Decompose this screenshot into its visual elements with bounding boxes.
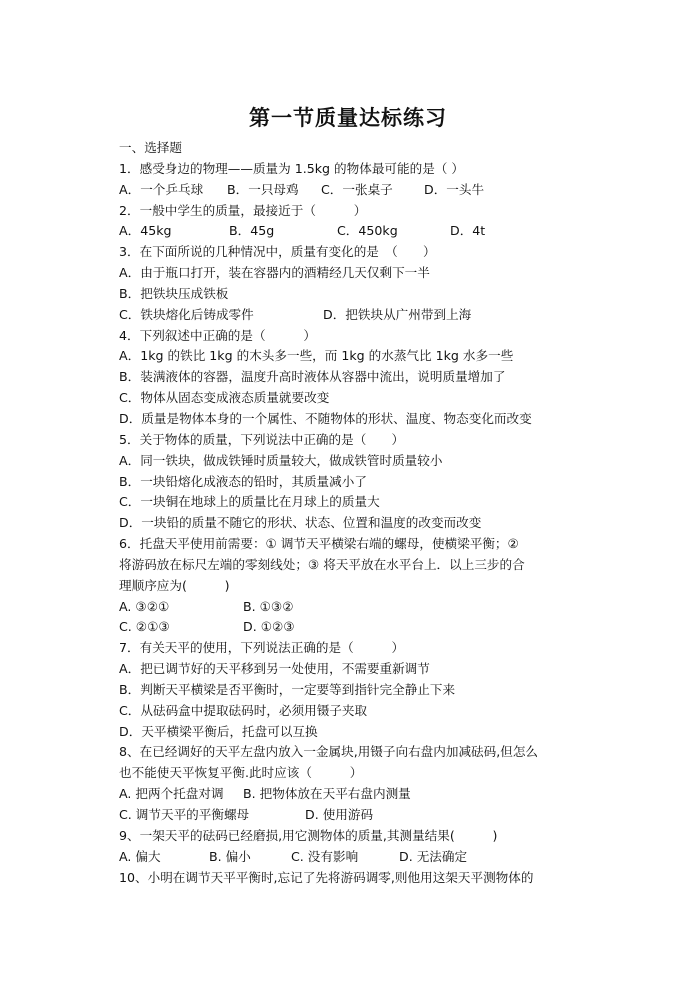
section-heading: 一、选择题: [119, 140, 182, 155]
q1-option-a: A．一个乒乓球: [119, 181, 204, 197]
q6-option-c: C. ②①③: [119, 619, 170, 635]
q8-option-c: C. 调节天平的平衡螺母: [119, 807, 250, 822]
q8-stem-line2: 也不能使天平恢复平衡.此时应该（ ）: [119, 765, 363, 781]
q5-stem: 5．关于物体的质量，下列说法中正确的是（ ）: [119, 431, 405, 447]
q6-option-d: D. ①②③: [243, 619, 295, 635]
q7-option-b: B．判断天平横梁是否平衡时，一定要等到指针完全静止下来: [119, 681, 456, 697]
q6-stem-line2: 将游码放在标尺左端的零刻线处；③ 将天平放在水平台上．以上三步的合: [119, 556, 525, 572]
page-title: 第一节质量达标练习: [249, 105, 447, 130]
q9-stem: 9、一架天平的砝码已经磨损,用它测物体的质量,其测量结果( ): [119, 827, 498, 843]
q2-option-d: D．4t: [450, 223, 486, 239]
q6-stem-line1: 6．托盘天平使用前需要：① 调节天平横梁右端的螺母，使横梁平衡；②: [119, 536, 519, 552]
q1-options: [119, 180, 584, 201]
q5-option-b: B．一块铅熔化成液态的铅时，其质量减小了: [119, 473, 367, 489]
q7-option-d: D．天平横梁平衡后，托盘可以互换: [119, 723, 318, 739]
q10-stem: 10、小明在调节天平平衡时,忘记了先将游码调零,则他用这架天平测物体的: [119, 869, 534, 885]
q9-option-b: B. 偏小: [209, 848, 251, 864]
q5-option-c: C．一块铜在地球上的质量比在月球上的质量大: [119, 494, 380, 510]
q1-option-d: D．一头牛: [424, 181, 485, 197]
q4-stem: 4．下列叙述中正确的是（ ）: [119, 327, 316, 343]
q1-option-c: C．一张桌子: [321, 181, 393, 197]
q1-option-b: B．一只母鸡: [227, 181, 299, 197]
q7-option-c: C．从砝码盒中提取砝码时，必须用镊子夹取: [119, 702, 368, 718]
q9-option-a: A. 偏大: [119, 848, 161, 864]
q8-options-ab: [119, 784, 584, 805]
q3-option-d: D．把铁块从广州带到上海: [323, 306, 472, 322]
q2-option-c: C．450kg: [337, 223, 398, 239]
q5-option-d: D．一块铅的质量不随它的形状、状态、位置和温度的改变而改变: [119, 515, 482, 531]
q8-stem-line1: 8、在已经调好的天平左盘内放入一金属块,用镊子向右盘内加减砝码,但怎么: [119, 744, 539, 760]
q3-option-c: C．铁块熔化后铸成零件: [119, 306, 254, 322]
question-body: [119, 138, 584, 888]
q4-option-d: D．质量是物体本身的一个属性、不随物体的形状、温度、物态变化而改变: [119, 410, 532, 426]
q9-option-d: D. 无法确定: [399, 848, 468, 864]
q2-stem: 2．一般中学生的质量，最接近于（ ）: [119, 202, 367, 218]
q6-stem-line3: 理顺序应为( ): [119, 577, 230, 593]
q8-option-a: A. 把两个托盘对调: [119, 786, 224, 802]
q7-option-a: A．把已调节好的天平移到另一处使用，不需要重新调节: [119, 661, 430, 677]
q8-options-cd: [119, 805, 584, 826]
q3-option-b: B．把铁块压成铁板: [119, 285, 229, 301]
q6-option-b: B. ①③②: [243, 598, 294, 614]
q9-options: [119, 847, 584, 868]
q8-option-b: B. 把物体放在天平右盘内测量: [243, 786, 411, 802]
q8-option-d: D. 使用游码: [305, 807, 374, 822]
q4-option-b: B．装满液体的容器，温度升高时液体从容器中流出，说明质量增加了: [119, 369, 506, 385]
q3-stem: 3．在下面所说的几种情况中，质量有变化的是 （ ）: [119, 244, 436, 260]
q2-options: [119, 221, 584, 242]
q5-option-a: A．同一铁块，做成铁锤时质量较大，做成铁管时质量较小: [119, 452, 443, 468]
q1-stem: 1．感受身边的物理——质量为 1.5kg 的物体最可能的是（ ）: [119, 160, 464, 176]
q3-option-a: A．由于瓶口打开，装在容器内的酒精经几天仅剩下一半: [119, 265, 430, 281]
q7-stem: 7．有关天平的使用，下列说法正确的是（ ）: [119, 640, 405, 656]
q9-option-c: C. 没有影响: [291, 848, 359, 864]
q6-options-cd: [119, 617, 584, 638]
q4-option-a: A．1kg 的铁比 1kg 的木头多一些，而 1kg 的水蒸气比 1kg 水多一些: [119, 348, 514, 364]
q2-option-a: A．45kg: [119, 223, 172, 239]
q3-options-cd: [119, 305, 584, 326]
q2-option-b: B．45g: [229, 223, 275, 239]
q4-option-c: C．物体从固态变成液态质量就要改变: [119, 390, 330, 406]
q6-options-ab: [119, 597, 584, 618]
q6-option-a: A. ③②①: [119, 598, 170, 614]
